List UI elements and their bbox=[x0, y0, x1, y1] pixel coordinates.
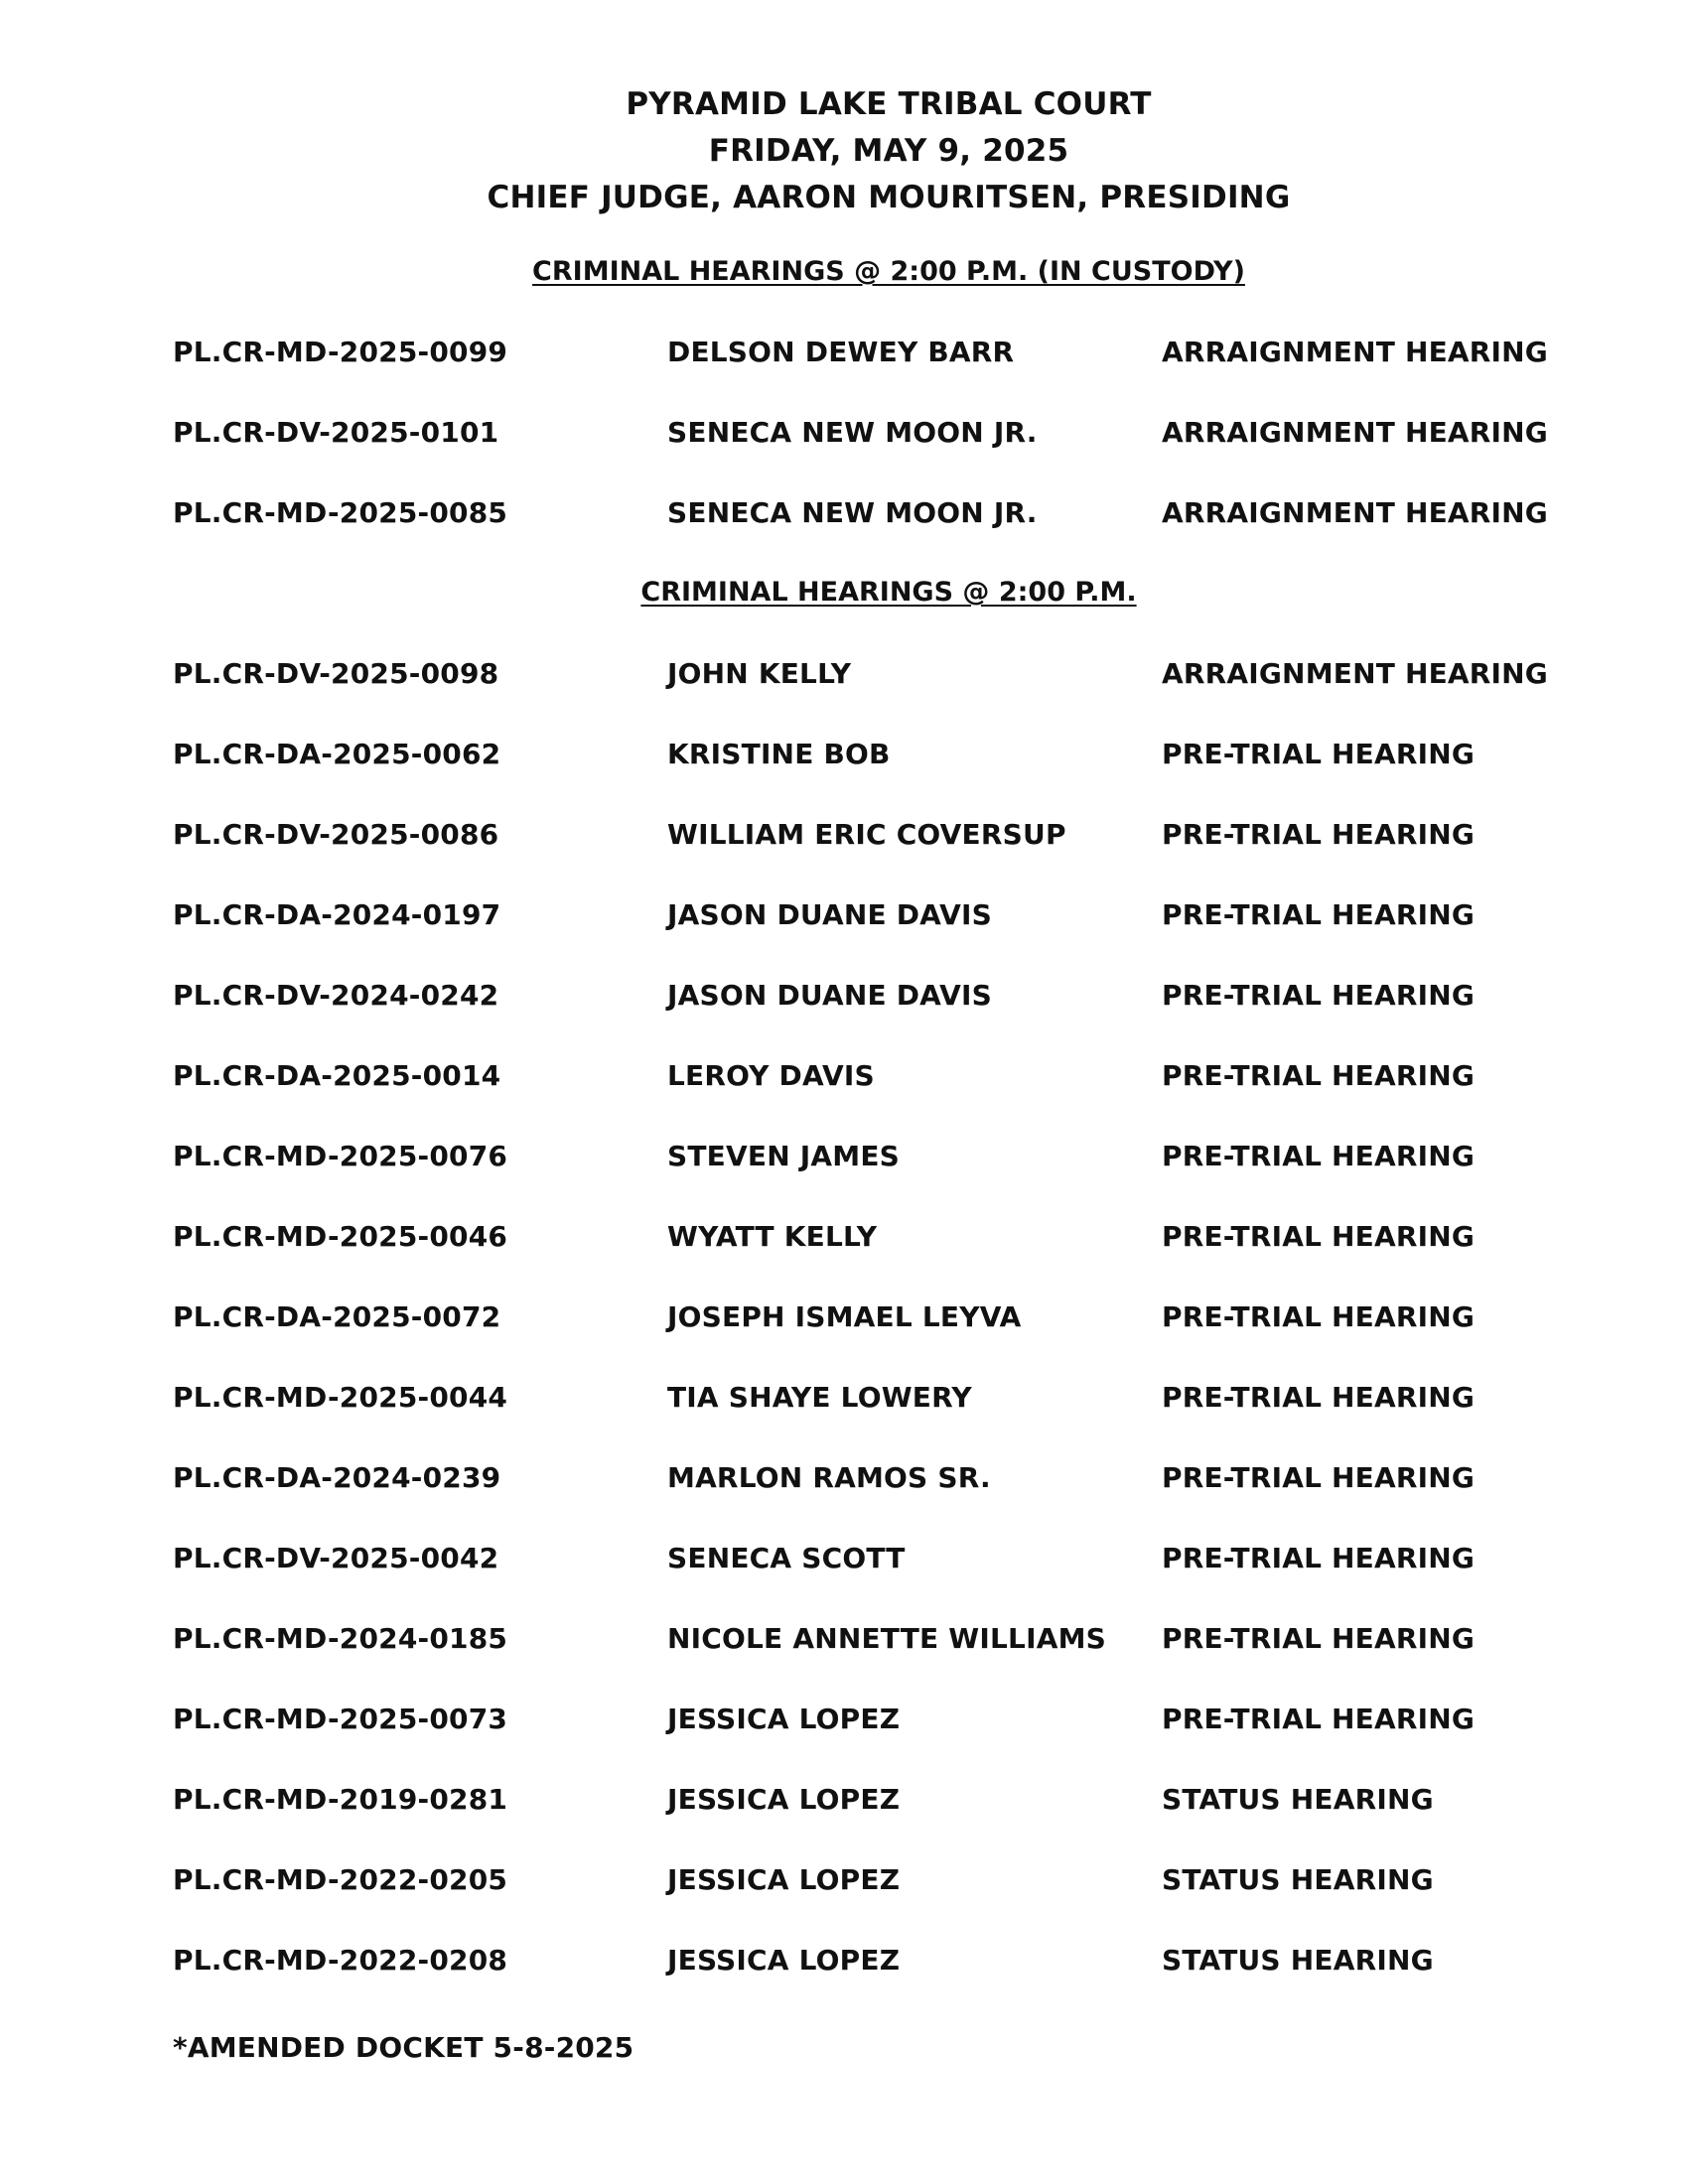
table-row bbox=[0, 818, 1688, 858]
table-row bbox=[0, 1783, 1688, 1823]
hearing-type: ARRAIGNMENT HEARING bbox=[1162, 336, 1548, 368]
case-number: PL.CR-MD-2019-0281 bbox=[173, 1783, 508, 1816]
hearing-type: PRE-TRIAL HEARING bbox=[1162, 898, 1476, 931]
defendant-name: JASON DUANE DAVIS bbox=[667, 898, 992, 931]
case-number: PL.CR-DA-2025-0062 bbox=[173, 738, 501, 770]
table-row bbox=[0, 1381, 1688, 1421]
case-number: PL.CR-MD-2025-0046 bbox=[173, 1220, 508, 1253]
table-row bbox=[0, 1461, 1688, 1501]
table-row bbox=[0, 416, 1688, 456]
defendant-name: NICOLE ANNETTE WILLIAMS bbox=[667, 1622, 1107, 1655]
defendant-name: JOSEPH ISMAEL LEYVA bbox=[667, 1300, 1022, 1333]
case-number: PL.CR-MD-2025-0099 bbox=[173, 336, 508, 368]
defendant-name: SENECA NEW MOON JR. bbox=[667, 416, 1038, 449]
table-row bbox=[0, 1542, 1688, 1581]
case-number: PL.CR-DV-2024-0242 bbox=[173, 979, 499, 1012]
table-row bbox=[0, 496, 1688, 536]
defendant-name: LEROY DAVIS bbox=[667, 1059, 875, 1092]
hearing-type: STATUS HEARING bbox=[1162, 1783, 1434, 1816]
hearing-type: PRE-TRIAL HEARING bbox=[1162, 738, 1476, 770]
hearing-type: PRE-TRIAL HEARING bbox=[1162, 1461, 1476, 1494]
table-row bbox=[0, 979, 1688, 1019]
hearing-type: PRE-TRIAL HEARING bbox=[1162, 1220, 1476, 1253]
defendant-name: JOHN KELLY bbox=[667, 657, 852, 690]
table-row bbox=[0, 1944, 1688, 1983]
hearing-type: PRE-TRIAL HEARING bbox=[1162, 1300, 1476, 1333]
amended-docket-note: *AMENDED DOCKET 5-8-2025 bbox=[173, 2031, 634, 2064]
case-number: PL.CR-DV-2025-0042 bbox=[173, 1542, 499, 1574]
table-row bbox=[0, 1863, 1688, 1903]
case-number: PL.CR-DA-2025-0014 bbox=[173, 1059, 501, 1092]
table-row bbox=[0, 1300, 1688, 1340]
table-row bbox=[0, 1220, 1688, 1260]
defendant-name: JESSICA LOPEZ bbox=[667, 1783, 901, 1816]
case-number: PL.CR-MD-2025-0076 bbox=[173, 1140, 508, 1172]
table-row bbox=[0, 1140, 1688, 1179]
hearing-type: PRE-TRIAL HEARING bbox=[1162, 1542, 1476, 1574]
hearing-type: PRE-TRIAL HEARING bbox=[1162, 818, 1476, 851]
case-number: PL.CR-MD-2025-0085 bbox=[173, 496, 508, 529]
defendant-name: DELSON DEWEY BARR bbox=[667, 336, 1015, 368]
defendant-name: KRISTINE BOB bbox=[667, 738, 891, 770]
court-name: PYRAMID LAKE TRIBAL COURT bbox=[626, 86, 1152, 122]
case-number: PL.CR-DA-2024-0239 bbox=[173, 1461, 501, 1494]
case-number: PL.CR-DA-2025-0072 bbox=[173, 1300, 501, 1333]
hearing-date: FRIDAY, MAY 9, 2025 bbox=[708, 133, 1069, 169]
defendant-name: WYATT KELLY bbox=[667, 1220, 878, 1253]
defendant-name: JASON DUANE DAVIS bbox=[667, 979, 992, 1012]
section-title-in-custody: CRIMINAL HEARINGS @ 2:00 P.M. (IN CUSTODY) bbox=[532, 256, 1245, 287]
section-title-general: CRIMINAL HEARINGS @ 2:00 P.M. bbox=[640, 577, 1137, 608]
defendant-name: MARLON RAMOS SR. bbox=[667, 1461, 991, 1494]
defendant-name: SENECA NEW MOON JR. bbox=[667, 496, 1038, 529]
case-number: PL.CR-MD-2025-0073 bbox=[173, 1703, 508, 1735]
hearing-type: PRE-TRIAL HEARING bbox=[1162, 1059, 1476, 1092]
case-number: PL.CR-DV-2025-0098 bbox=[173, 657, 499, 690]
case-number: PL.CR-MD-2022-0208 bbox=[173, 1944, 508, 1977]
hearing-type: ARRAIGNMENT HEARING bbox=[1162, 496, 1548, 529]
presiding-judge: CHIEF JUDGE, AARON MOURITSEN, PRESIDING bbox=[487, 180, 1291, 215]
case-number: PL.CR-DV-2025-0101 bbox=[173, 416, 499, 449]
hearing-type: ARRAIGNMENT HEARING bbox=[1162, 657, 1548, 690]
defendant-name: JESSICA LOPEZ bbox=[667, 1863, 901, 1896]
case-number: PL.CR-DV-2025-0086 bbox=[173, 818, 499, 851]
table-row bbox=[0, 657, 1688, 697]
table-row bbox=[0, 336, 1688, 375]
defendant-name: SENECA SCOTT bbox=[667, 1542, 906, 1574]
hearing-type: ARRAIGNMENT HEARING bbox=[1162, 416, 1548, 449]
hearing-type: PRE-TRIAL HEARING bbox=[1162, 1622, 1476, 1655]
defendant-name: WILLIAM ERIC COVERSUP bbox=[667, 818, 1066, 851]
hearing-type: PRE-TRIAL HEARING bbox=[1162, 1381, 1476, 1414]
defendant-name: STEVEN JAMES bbox=[667, 1140, 901, 1172]
defendant-name: JESSICA LOPEZ bbox=[667, 1944, 901, 1977]
hearing-type: STATUS HEARING bbox=[1162, 1863, 1434, 1896]
hearing-type: STATUS HEARING bbox=[1162, 1944, 1434, 1977]
case-number: PL.CR-MD-2022-0205 bbox=[173, 1863, 508, 1896]
hearing-type: PRE-TRIAL HEARING bbox=[1162, 1140, 1476, 1172]
defendant-name: TIA SHAYE LOWERY bbox=[667, 1381, 972, 1414]
hearing-type: PRE-TRIAL HEARING bbox=[1162, 1703, 1476, 1735]
case-number: PL.CR-MD-2025-0044 bbox=[173, 1381, 508, 1414]
case-number: PL.CR-DA-2024-0197 bbox=[173, 898, 501, 931]
table-row bbox=[0, 738, 1688, 777]
defendant-name: JESSICA LOPEZ bbox=[667, 1703, 901, 1735]
case-number: PL.CR-MD-2024-0185 bbox=[173, 1622, 508, 1655]
table-row bbox=[0, 1622, 1688, 1662]
table-row bbox=[0, 1703, 1688, 1742]
table-row bbox=[0, 898, 1688, 938]
docket-header bbox=[0, 81, 1688, 221]
table-row bbox=[0, 1059, 1688, 1099]
hearing-type: PRE-TRIAL HEARING bbox=[1162, 979, 1476, 1012]
